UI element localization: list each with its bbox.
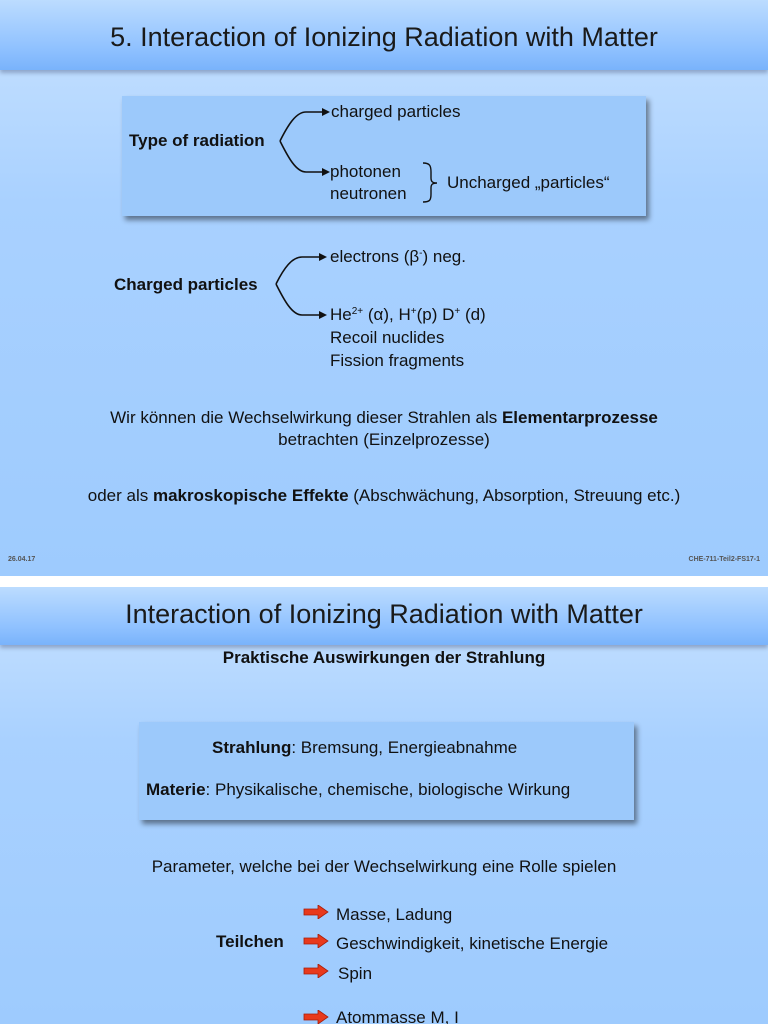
slide-title: 5. Interaction of Ionizing Radiation with Matter [110,22,658,52]
type-of-radiation-label: Type of radiation [129,131,265,150]
uncharged-particles-label: Uncharged „particles“ [447,173,610,192]
strahlung-materie-box [139,722,634,820]
footer-code: CHE-711-Teil2-FS17-1 [688,556,760,563]
charged-particles-label: Charged particles [114,275,258,294]
list-item: Geschwindigkeit, kinetische Energie [336,934,609,953]
arrow-right-icon [303,1010,329,1024]
arrow-right-icon [303,964,329,978]
slide-subtitle: Praktische Auswirkungen der Strahlung [222,648,546,667]
teilchen-label: Teilchen [216,932,284,951]
strahlung-line: Strahlung: Bremsung, Energieabnahme [212,738,518,757]
list-item: Masse, Ladung [336,905,453,924]
footer-date: 26.04.17 [8,556,36,563]
electrons-item: electrons (β-) neg. [330,247,466,266]
slide-2 [0,587,768,1024]
parameter-text: Parameter, welche bei der Wechselwirkung eine Rolle spielen [151,857,617,876]
photonen-item: photonen [330,162,401,181]
recoil-nuclides-item: Recoil nuclides [330,328,445,347]
list-item: Spin [338,964,373,983]
paragraph-makroskopische: oder als makroskopische Effekte (Abschwächung, Absorption, Streuung etc.) [87,486,681,505]
materie-line: Materie: Physikalische, chemische, biologische Wirkung [146,780,571,799]
arrow-right-icon [303,905,329,919]
list-item-cut: Atommasse M, I [336,1008,459,1024]
slide-title: Interaction of Ionizing Radiation with Matter [125,599,643,629]
heavy-particles-item: $He^{2+}$ (α), H+(p) D+ (d) [330,305,486,324]
paragraph-elementarprozesse: Wir können die Wechselwirkung dieser Strahlen als Elementarprozesse [110,408,658,427]
fission-fragments-item: Fission fragments [330,351,465,370]
neutronen-item: neutronen [330,184,407,203]
arrow-right-icon [303,934,329,948]
charged-particles-item: charged particles [331,102,461,121]
paragraph-line2: betrachten (Einzelprozesse) [278,430,490,449]
